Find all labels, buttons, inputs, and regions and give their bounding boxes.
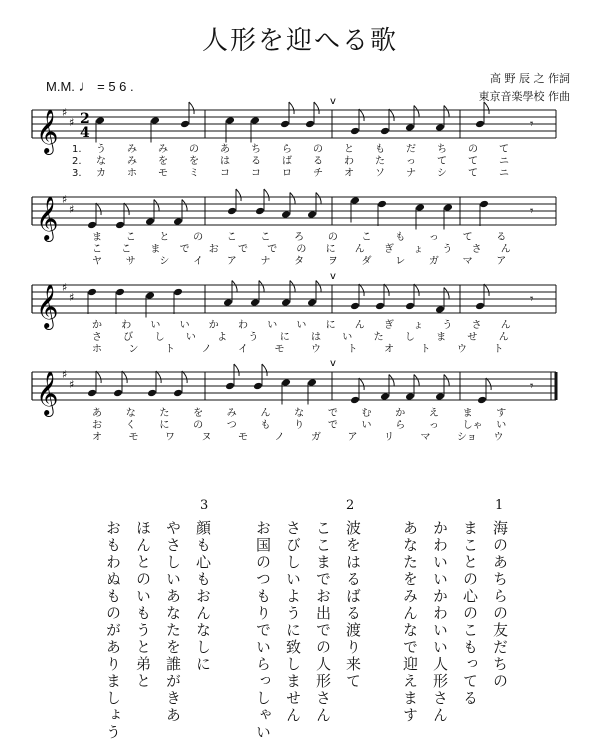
lyric-syllable: ま <box>150 244 161 255</box>
lyric-syllable: ア <box>226 256 237 267</box>
lyric-syllable: ん <box>354 320 365 331</box>
lyric-syllable: す <box>496 408 507 419</box>
note-head <box>87 221 97 230</box>
note-head <box>87 288 97 297</box>
lyric-syllable: モ <box>274 344 285 355</box>
lyric-syllable: コ <box>251 168 261 179</box>
sharp-icon: ♯ <box>69 116 75 129</box>
lyric-syllable: い <box>267 320 278 331</box>
lyric-syllable: た <box>373 332 384 343</box>
lyric-syllable: と <box>159 232 170 243</box>
lyric-syllable: ショ <box>457 432 477 443</box>
lyric-syllable: で <box>179 244 190 255</box>
lyric-syllable: さ <box>92 332 102 343</box>
lyricist-credit: 高 野 辰 之 作詞 <box>490 72 570 85</box>
lyric-syllable: い <box>361 420 372 431</box>
lyric-syllable: ろ <box>294 232 305 243</box>
lyric-syllable: ノ <box>274 432 285 443</box>
lyric-syllable: あ <box>92 408 102 419</box>
lyric-syllable: こ <box>361 232 372 243</box>
lyric-syllable: ウ <box>493 432 504 443</box>
note-head <box>281 298 291 307</box>
note-flag <box>389 109 394 121</box>
eighth-rest-icon: 𝄾 <box>530 204 534 219</box>
sharp-icon: ♯ <box>62 193 68 206</box>
note-head <box>350 396 360 405</box>
lyric-syllable: ソ <box>375 168 385 179</box>
lyric-syllable: て <box>462 232 473 243</box>
note-head <box>280 120 290 129</box>
note-flag <box>259 281 264 293</box>
lyric-syllable: ノ <box>201 344 212 355</box>
verse-number-heading: 1 <box>495 498 504 513</box>
lyric-syllable: ま <box>462 408 473 419</box>
note-flag <box>182 200 187 212</box>
lyric-syllable: を <box>158 156 168 167</box>
lyric-syllable: ト <box>165 344 175 355</box>
note-head <box>180 120 190 129</box>
note-flag <box>314 102 319 114</box>
note-flag <box>444 288 449 300</box>
lyric-syllable: は <box>311 332 321 343</box>
lyric-syllable: な <box>294 408 305 419</box>
lyric-syllable: み <box>158 144 168 155</box>
note-head <box>405 392 415 401</box>
lyric-syllable: む <box>361 408 372 419</box>
lyric-syllable: し <box>154 332 165 343</box>
time-signature-numerator: 2 <box>80 111 90 127</box>
lyric-syllable: て <box>499 144 509 155</box>
verse-number: 3. <box>72 168 82 179</box>
note-flag <box>189 102 194 114</box>
note-flag <box>359 378 364 390</box>
lyric-syllable: イ <box>238 344 248 355</box>
lyric-syllable: ロ <box>282 168 292 179</box>
lyric-syllable: い <box>296 320 307 331</box>
eighth-rest-icon: 𝄾 <box>530 379 534 394</box>
lyric-syllable: レ <box>395 256 406 267</box>
note-head <box>225 382 235 391</box>
lyric-syllable: ホ <box>127 168 137 179</box>
lyric-syllable: わ <box>121 320 132 331</box>
note-head <box>305 120 315 129</box>
note-head <box>377 200 387 209</box>
lyric-syllable: っ <box>428 420 439 431</box>
note-head <box>307 298 317 307</box>
lyric-syllable: さ <box>471 244 482 255</box>
note-flag <box>384 284 389 296</box>
lyric-syllable: っ <box>428 232 439 243</box>
lyric-syllable: く <box>125 420 136 431</box>
lyric-syllable: オ <box>92 432 102 443</box>
sharp-icon: ♯ <box>69 203 75 216</box>
sharp-icon: ♯ <box>69 378 75 391</box>
lyric-syllable: ガ <box>311 432 321 443</box>
lyric-syllable: の <box>296 244 307 255</box>
lyric-syllable: し <box>404 332 415 343</box>
lyric-syllable: ち <box>251 144 261 155</box>
note-head <box>435 392 445 401</box>
lyric-syllable: イ <box>193 256 204 267</box>
lyric-syllable: ヌ <box>201 432 212 443</box>
note-flag <box>289 102 294 114</box>
note-head <box>115 288 125 297</box>
lyric-syllable: せ <box>467 332 478 343</box>
lyric-syllable: っ <box>406 156 416 167</box>
note-head <box>477 396 487 405</box>
lyric-syllable: ち <box>437 144 447 155</box>
lyric-syllable: モ <box>128 432 139 443</box>
lyric-syllable: の <box>327 232 338 243</box>
verse-line: まことの心のこもってる <box>461 520 479 707</box>
note-flag <box>262 364 267 376</box>
note-head <box>250 116 260 125</box>
lyric-syllable: の <box>468 144 478 155</box>
lyric-syllable: に <box>279 332 290 343</box>
note-flag <box>234 364 239 376</box>
lyric-syllable: ア <box>347 432 358 443</box>
lyric-syllable: に <box>159 420 170 431</box>
sharp-icon: ♯ <box>62 281 68 294</box>
verse-line: さびしいように致しません <box>284 520 302 724</box>
lyric-syllable: だ <box>406 144 416 155</box>
note-flag <box>264 189 269 201</box>
eighth-rest-icon: 𝄾 <box>530 117 534 132</box>
lyric-syllable: チ <box>313 168 323 179</box>
lyric-syllable: う <box>442 244 453 255</box>
lyric-syllable: ニ <box>499 168 509 179</box>
verse-number: 1. <box>72 144 82 155</box>
lyric-syllable: マ <box>462 256 473 267</box>
lyric-syllable: しゃ <box>462 420 483 431</box>
verse-line: 波をはるばる渡り来て <box>344 520 362 690</box>
note-flag <box>444 106 449 118</box>
verse-line: あなたをみんなで迎えます <box>401 520 419 724</box>
lyric-syllable: ん <box>260 408 271 419</box>
lyric-syllable: も <box>395 232 406 243</box>
lyric-syllable: か <box>92 320 102 331</box>
note-head <box>173 288 183 297</box>
lyric-syllable: る <box>313 156 323 167</box>
lyric-syllable: て <box>468 168 478 179</box>
note-head <box>405 302 415 311</box>
lyric-syllable: う <box>248 332 259 343</box>
lyric-syllable: ダ <box>361 256 372 267</box>
lyric-syllable: わ <box>238 320 248 331</box>
song-title: 人形を迎へる歌 <box>201 26 398 56</box>
lyric-syllable: お <box>92 420 102 431</box>
lyric-syllable: こ <box>125 232 136 243</box>
lyric-syllable: オ <box>344 168 354 179</box>
lyric-syllable: ト <box>347 344 358 355</box>
note-head <box>375 302 385 311</box>
lyric-syllable: を <box>189 156 199 167</box>
lyric-syllable: ン <box>128 344 139 355</box>
lyric-syllable: ぎ <box>384 244 394 255</box>
lyric-syllable: シ <box>159 256 170 267</box>
verse-line: ここまでお出での人形さん <box>314 520 332 724</box>
note-head <box>350 196 360 205</box>
lyric-syllable: に <box>325 244 336 255</box>
lyric-syllable: も <box>375 144 385 155</box>
note-flag <box>316 193 321 205</box>
treble-clef-icon: 𝄞 <box>36 284 59 328</box>
note-head <box>145 291 155 300</box>
lyric-syllable: い <box>342 332 353 343</box>
lyric-syllable: の <box>189 144 199 155</box>
lyric-syllable: で <box>327 408 338 419</box>
lyric-syllable: ガ <box>428 256 439 267</box>
note-flag <box>444 375 449 387</box>
lyric-syllable: で <box>327 420 338 431</box>
verse-number-heading: 2 <box>346 498 355 513</box>
note-head <box>147 389 157 398</box>
note-flag <box>316 281 321 293</box>
lyric-syllable: あ <box>220 144 230 155</box>
note-head <box>227 207 237 216</box>
lyric-syllable: な <box>96 156 106 167</box>
lyric-syllable: ん <box>354 244 365 255</box>
lyric-syllable: ホ <box>92 344 102 355</box>
lyric-syllable: ア <box>496 256 507 267</box>
lyric-syllable: ワ <box>165 432 175 443</box>
lyric-syllable: た <box>375 156 385 167</box>
verse-line: かわいいかわいい人形さん <box>431 520 449 724</box>
lyric-syllable: つ <box>226 420 237 431</box>
lyric-syllable: よ <box>217 332 228 343</box>
tempo-value: = 5 6 . <box>97 79 134 94</box>
note-flag <box>96 371 101 383</box>
lyric-syllable: る <box>496 232 507 243</box>
lyric-syllable: い <box>150 320 161 331</box>
lyric-syllable: オ <box>384 344 394 355</box>
lyric-syllable: え <box>428 408 439 419</box>
lyric-syllable: ま <box>436 332 447 343</box>
lyric-syllable: ょ <box>413 244 424 255</box>
verse-line: お国のつもりでいらっしゃい <box>254 520 272 741</box>
lyric-syllable: う <box>442 320 453 331</box>
lyric-syllable: ん <box>500 320 511 331</box>
lyric-syllable: は <box>220 156 230 167</box>
lyric-syllable: カ <box>96 168 106 179</box>
lyric-syllable: コ <box>220 168 230 179</box>
lyric-syllable: み <box>127 156 137 167</box>
lyric-syllable: み <box>127 144 137 155</box>
note-head <box>150 116 160 125</box>
lyric-syllable: ん <box>498 332 509 343</box>
note-head <box>87 389 97 398</box>
verse-line: おもわぬものがありましょう <box>104 520 122 741</box>
lyric-syllable: ら <box>395 420 406 431</box>
lyric-syllable: こ <box>226 232 237 243</box>
note-flag <box>389 375 394 387</box>
note-flag <box>124 203 129 215</box>
sharp-icon: ♯ <box>69 291 75 304</box>
sharp-icon: ♯ <box>62 368 68 381</box>
lyric-syllable: る <box>251 156 261 167</box>
verse-line: 海のあちらの友だちの <box>491 520 509 690</box>
lyric-syllable: い <box>179 320 190 331</box>
treble-clef-icon: 𝄞 <box>36 371 59 415</box>
lyric-syllable: に <box>325 320 336 331</box>
lyric-syllable: こ <box>260 232 271 243</box>
note-head <box>173 389 183 398</box>
lyric-syllable: こ <box>121 244 132 255</box>
lyric-syllable: を <box>193 408 204 419</box>
note-head <box>435 305 445 314</box>
note-head <box>281 378 291 387</box>
lyric-syllable: ん <box>500 244 511 255</box>
eighth-rest-icon: 𝄾 <box>530 292 534 307</box>
note-head <box>307 210 317 219</box>
lyric-syllable: で <box>238 244 248 255</box>
lyric-syllable: シ <box>437 168 447 179</box>
note-head <box>173 217 183 226</box>
lyric-syllable: う <box>96 144 106 155</box>
lyric-syllable: な <box>125 408 136 419</box>
lyric-syllable: ば <box>282 156 292 167</box>
lyric-syllable: ナ <box>406 168 416 179</box>
note-flag <box>359 109 364 121</box>
lyric-syllable: モ <box>238 432 248 443</box>
note-flag <box>154 200 159 212</box>
note-head <box>115 221 125 230</box>
note-flag <box>414 375 419 387</box>
lyric-syllable: リ <box>384 432 394 443</box>
note-flag <box>486 378 491 390</box>
lyric-syllable: い <box>185 332 196 343</box>
verse-line: やさしいあなたを誰がきあ <box>164 520 182 724</box>
note-flag <box>232 281 237 293</box>
lyric-syllable: マ <box>420 432 431 443</box>
note-head <box>145 217 155 226</box>
note-flag <box>122 371 127 383</box>
lyric-syllable: ヤ <box>92 256 102 267</box>
lyric-syllable: の <box>313 144 323 155</box>
lyric-syllable: で <box>267 244 278 255</box>
lyric-syllable: こ <box>92 244 102 255</box>
lyric-syllable: わ <box>344 156 354 167</box>
verse-number: 2. <box>72 156 82 167</box>
quarter-note-icon: ♩ <box>78 78 94 95</box>
note-head <box>350 302 360 311</box>
lyric-syllable: び <box>123 332 134 343</box>
lyric-syllable: ニ <box>499 156 509 167</box>
note-head <box>435 123 445 132</box>
lyric-syllable: お <box>208 244 219 255</box>
lyric-syllable: て <box>468 156 478 167</box>
verse-line: ほんとのいもうと弟と <box>134 520 152 690</box>
note-flag <box>236 189 241 201</box>
note-head <box>350 127 360 136</box>
note-head <box>250 298 260 307</box>
note-flag <box>414 284 419 296</box>
note-flag <box>414 106 419 118</box>
note-flag <box>484 102 489 114</box>
lyric-syllable: い <box>496 420 507 431</box>
lyric-syllable: と <box>344 144 354 155</box>
verse-line: 顔も心もおんなしに <box>194 520 212 673</box>
breath-mark: v <box>330 358 336 369</box>
note-flag <box>182 371 187 383</box>
note-head <box>307 378 317 387</box>
note-head <box>479 200 489 209</box>
lyric-syllable: ウ <box>311 344 321 355</box>
treble-clef-icon: 𝄞 <box>36 196 59 240</box>
lyric-syllable: み <box>226 408 237 419</box>
breath-mark: v <box>330 271 336 282</box>
lyric-syllable: も <box>260 420 271 431</box>
note-head <box>225 116 235 125</box>
lyric-syllable: か <box>208 320 219 331</box>
sharp-icon: ♯ <box>62 106 68 119</box>
lyric-syllable: ぎ <box>384 320 394 331</box>
note-head <box>255 207 265 216</box>
note-head <box>475 302 485 311</box>
lyric-syllable: た <box>159 408 170 419</box>
lyric-syllable: ウ <box>457 344 467 355</box>
note-head <box>113 389 123 398</box>
composer-credit: 東京音楽學校 作曲 <box>478 90 570 103</box>
tempo-label: M.M. <box>46 79 75 94</box>
lyric-syllable: ナ <box>260 256 271 267</box>
note-head <box>443 203 453 212</box>
note-head <box>475 120 485 129</box>
note-head <box>415 203 425 212</box>
lyric-syllable: て <box>437 156 447 167</box>
note-head <box>253 382 263 391</box>
note-flag <box>96 203 101 215</box>
note-head <box>380 127 390 136</box>
breath-mark: v <box>330 96 336 107</box>
lyric-syllable: の <box>193 232 204 243</box>
note-head <box>380 392 390 401</box>
lyric-syllable: り <box>294 420 305 431</box>
lyric-syllable: の <box>193 420 204 431</box>
lyric-syllable: サ <box>125 256 136 267</box>
lyric-syllable: ミ <box>189 168 199 179</box>
note-flag <box>290 193 295 205</box>
lyric-syllable: さ <box>471 320 482 331</box>
note-flag <box>156 371 161 383</box>
treble-clef-icon: 𝄞 <box>36 109 59 153</box>
note-flag <box>359 284 364 296</box>
lyric-syllable: ヲ <box>327 256 338 267</box>
note-flag <box>290 281 295 293</box>
note-head <box>405 123 415 132</box>
lyric-syllable: ら <box>282 144 292 155</box>
note-flag <box>484 284 489 296</box>
lyric-syllable: ま <box>92 232 102 243</box>
note-head <box>281 210 291 219</box>
lyric-syllable: タ <box>294 256 305 267</box>
lyric-syllable: ト <box>493 344 504 355</box>
note-head <box>223 298 233 307</box>
lyric-syllable: ょ <box>413 320 424 331</box>
note-head <box>95 116 105 125</box>
lyric-syllable: モ <box>158 168 168 179</box>
verse-number-heading: 3 <box>200 498 209 513</box>
lyric-syllable: ト <box>420 344 431 355</box>
time-signature-denominator: 4 <box>80 125 90 141</box>
lyric-syllable: か <box>395 408 406 419</box>
